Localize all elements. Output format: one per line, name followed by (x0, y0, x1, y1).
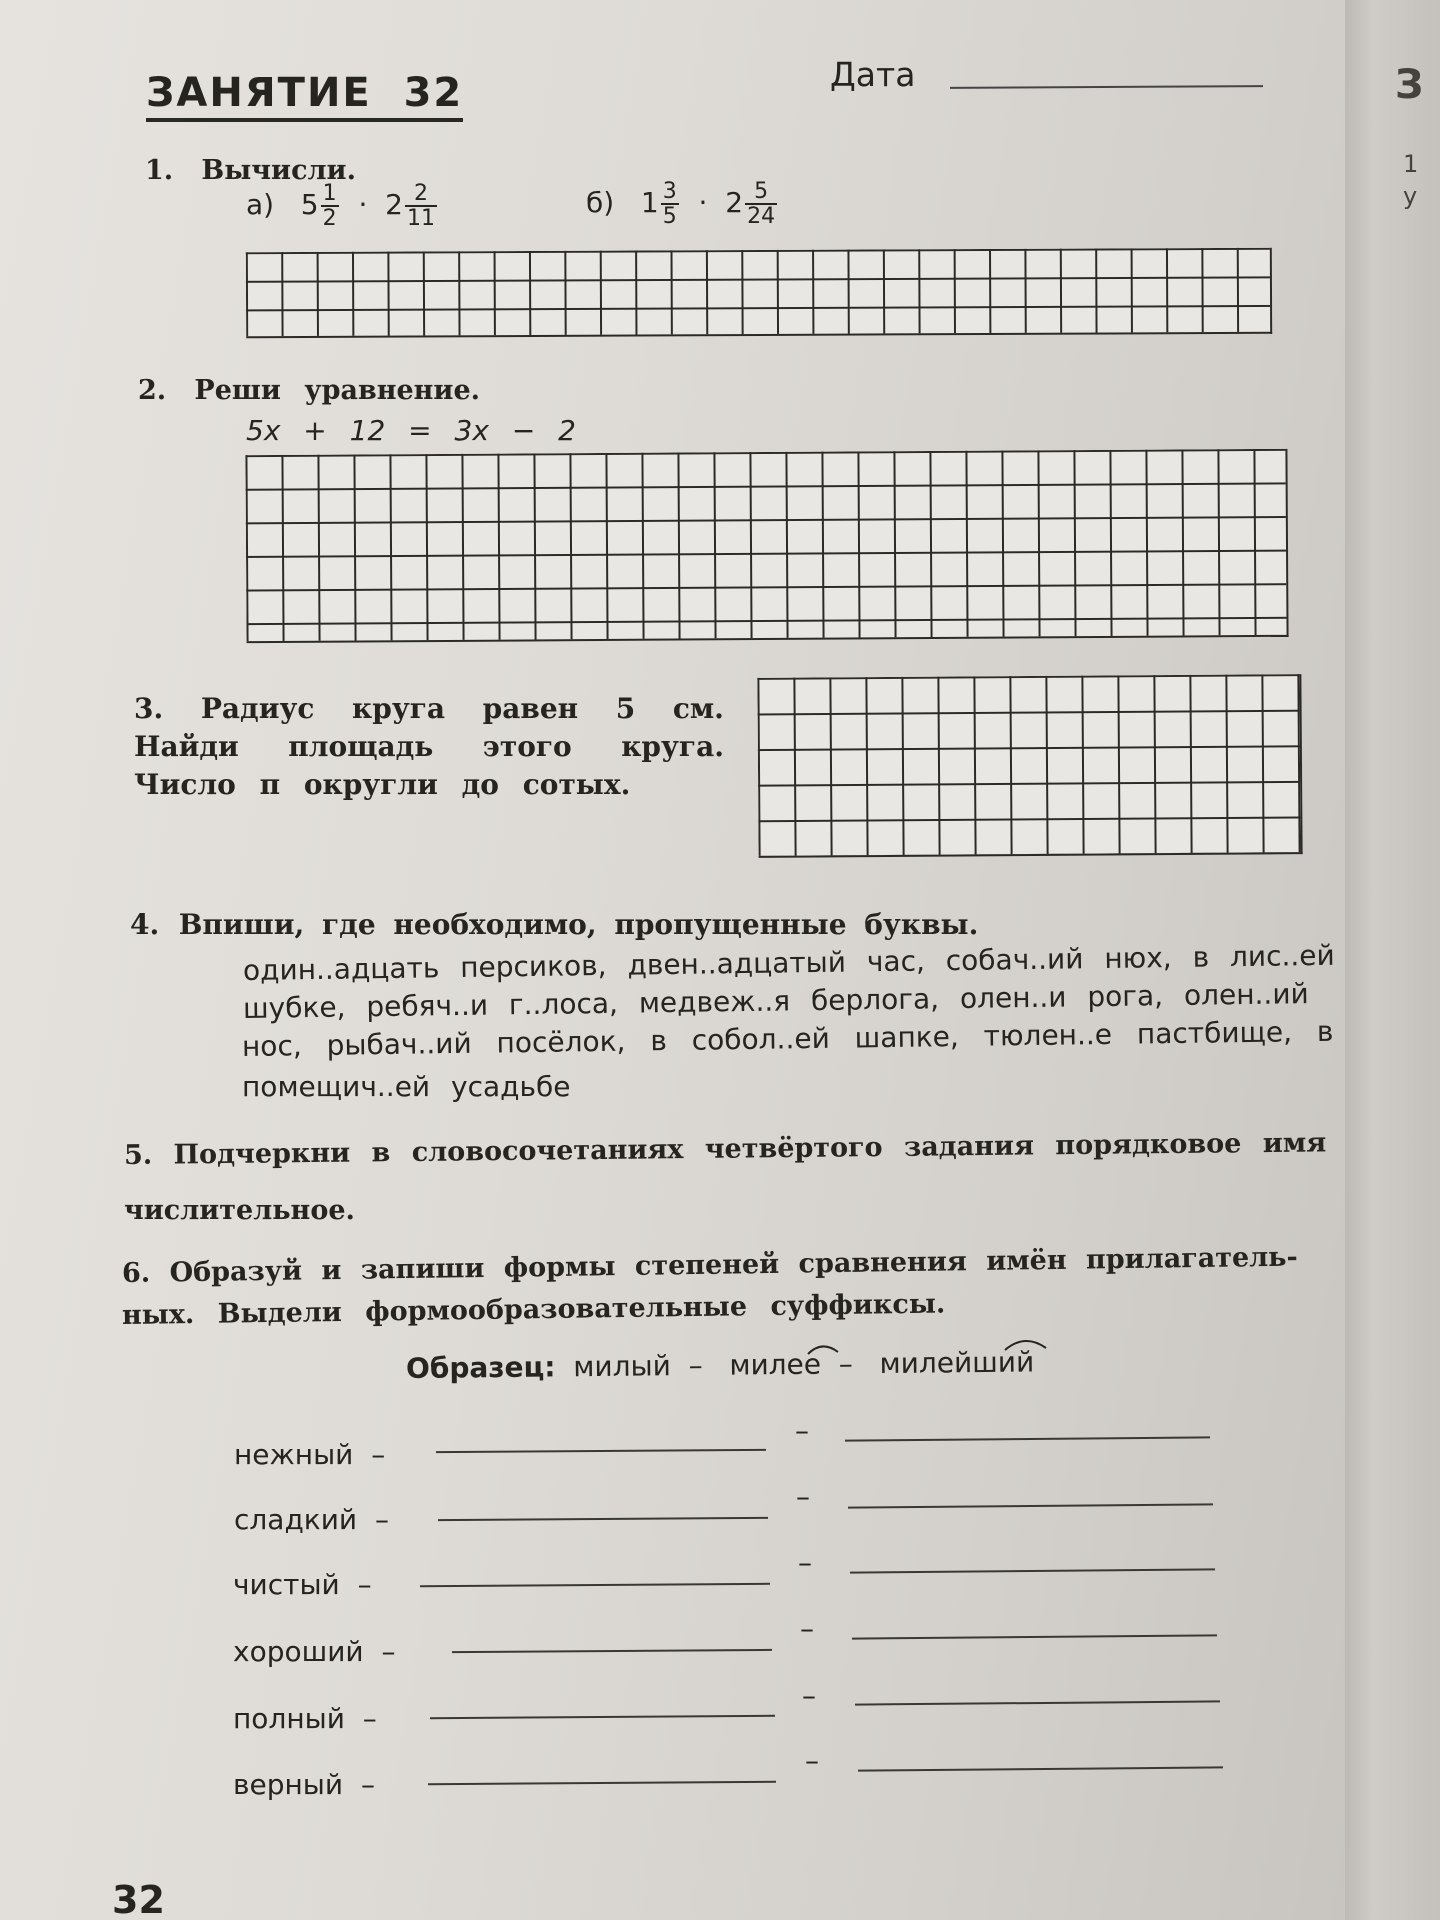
next-page-fragment: у (1403, 182, 1418, 210)
superlative-blank[interactable] (855, 1700, 1220, 1705)
task-3-answer-grid[interactable] (757, 674, 1302, 858)
comparative-blank[interactable] (436, 1449, 766, 1453)
comparative-blank[interactable] (420, 1583, 770, 1587)
task-4-heading: 4. Впиши, где необходимо, пропущенные буквы. (130, 908, 979, 941)
date-input-line[interactable] (950, 85, 1263, 89)
fraction: $\frac{1}{2}$ (322, 181, 337, 231)
task-number: 1. (145, 155, 174, 186)
sample-comparative: милее (729, 1347, 822, 1382)
adjective-row-word: хороший – (233, 1635, 396, 1668)
adjective-row-word: полный – (233, 1702, 377, 1735)
sample-label: Образец: (405, 1350, 556, 1385)
task-1b-expression: б) 1 $\frac{3}{5}$ · 2 $\frac{5}{24}$ (586, 179, 776, 229)
adjective-row-word: нежный – (234, 1438, 386, 1471)
comparative-blank[interactable] (428, 1781, 776, 1785)
task-4-text-line: шубке, ребяч..и г..лоса, медвеж..я берлога, олен..и рога, олен..ий (242, 977, 1309, 1025)
task-3-line-3: Число π округли до сотых. (134, 768, 631, 801)
row-dash: – (800, 1612, 814, 1645)
superlative-blank[interactable] (848, 1503, 1213, 1508)
task-2-answer-grid[interactable] (245, 449, 1288, 643)
adjective-row-word: чистый – (233, 1568, 372, 1601)
page-number: 32 (112, 1878, 165, 1920)
task-text: Вычисли. (201, 155, 356, 186)
next-page-title-fragment: З (1395, 62, 1424, 108)
task-4-text-line: один..адцать персиков, двен..адцатый час, собач..ий нюх, в лис..ей (242, 938, 1335, 987)
task-3-line-1: 3. Радиус круга равен 5 см. (134, 692, 724, 725)
fraction: $\frac{3}{5}$ (662, 179, 677, 229)
task-6-line-1: 6. Образуй и запиши формы степеней сравнения имён прилагатель- (121, 1241, 1298, 1289)
comparative-blank[interactable] (430, 1715, 775, 1719)
date-label: Дата (830, 55, 916, 94)
lesson-title: ЗАНЯТИЕ 32 (146, 70, 463, 122)
comparative-blank[interactable] (452, 1649, 772, 1653)
fraction: $\frac{5}{24}$ (747, 179, 776, 229)
task-4-text-line: помещич..ей усадьбе (242, 1070, 571, 1103)
sample-superlative: милейший (879, 1345, 1035, 1381)
row-dash: – (802, 1679, 816, 1712)
row-dash: – (805, 1744, 819, 1777)
task-5-line-1: 5. Подчеркни в словосочетаниях четвёртого задания порядковое имя (123, 1127, 1327, 1171)
task-6-sample: Образец: милый – милее – милейший (405, 1345, 1035, 1385)
task-1a-expression: а) 5 $\frac{1}{2}$ · 2 $\frac{2}{11}$ (246, 181, 435, 231)
row-dash: – (798, 1546, 812, 1579)
row-dash: – (796, 1480, 810, 1513)
adjective-row-word: сладкий – (234, 1503, 389, 1536)
next-page-edge (1345, 0, 1440, 1920)
adjective-row-word: верный – (233, 1768, 375, 1801)
superlative-blank[interactable] (852, 1634, 1217, 1639)
task-2-heading: 2. Реши уравнение. (138, 375, 481, 406)
superlative-blank[interactable] (850, 1568, 1215, 1573)
task-3-line-2: Найди площадь этого круга. (134, 730, 724, 763)
comparative-blank[interactable] (438, 1517, 768, 1521)
task-6-line-2: ных. Выдели формообразовательные суффиксы. (121, 1288, 946, 1331)
task-1-answer-grid[interactable] (246, 248, 1272, 338)
row-dash: – (795, 1414, 809, 1447)
superlative-blank[interactable] (845, 1436, 1210, 1441)
task-4-text-line: нос, рыбач..ий посёлок, в собол..ей шапке, тюлен..е пастбище, в (241, 1014, 1334, 1063)
task-2-equation: 5x + 12 = 3x − 2 (246, 414, 576, 447)
task-5-line-2: числительное. (124, 1195, 355, 1226)
next-page-fragment: 1 (1403, 150, 1419, 178)
fraction: $\frac{2}{11}$ (406, 181, 435, 231)
superlative-blank[interactable] (858, 1766, 1223, 1771)
